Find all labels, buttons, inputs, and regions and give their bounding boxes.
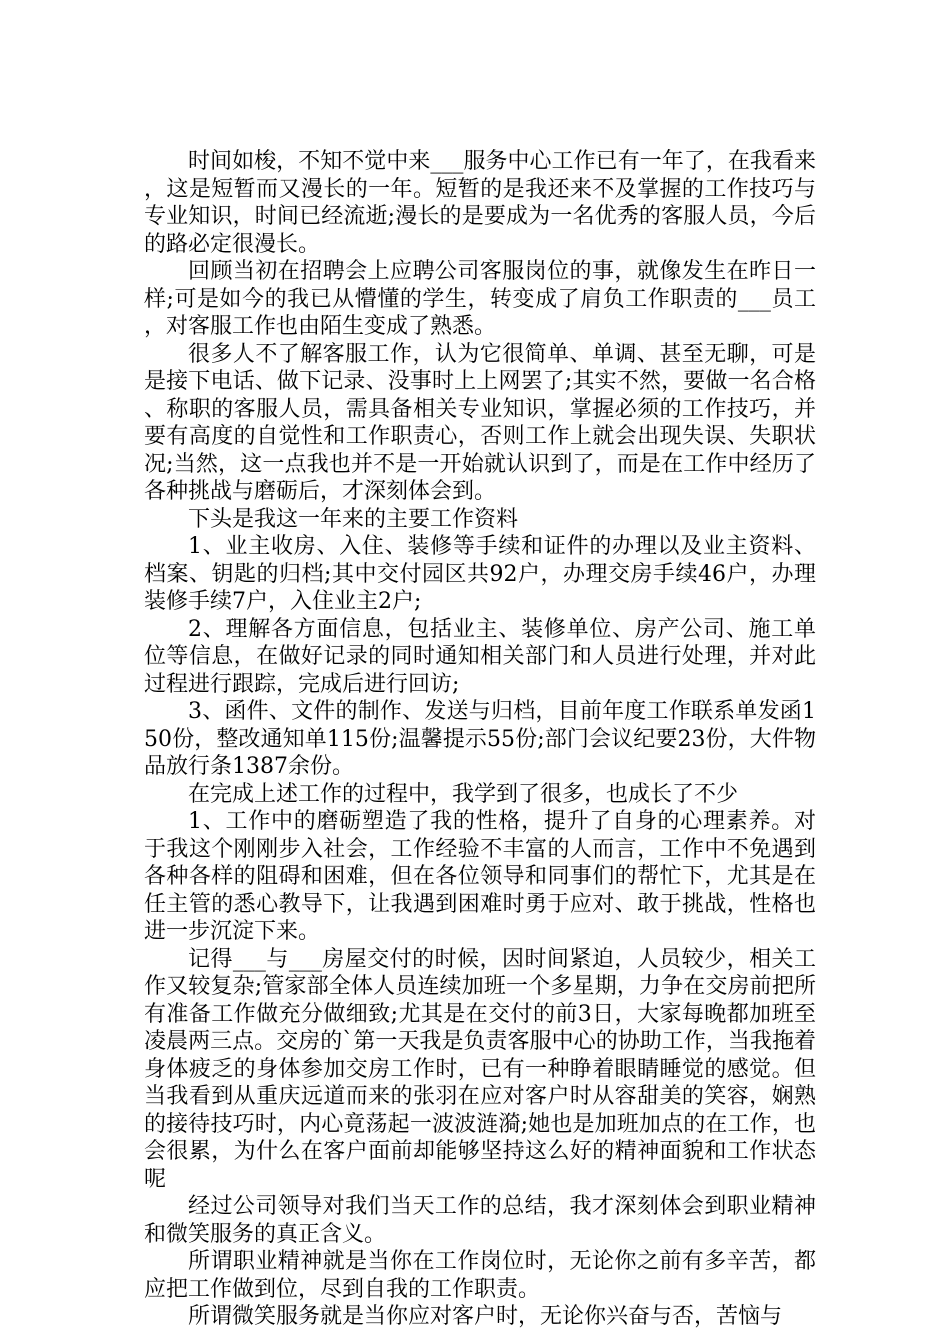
paragraph-memory: 记得___与___房屋交付的时候，因时间紧迫，人员较少，相关工作又较复杂;管家部全体人员连续加班一个多星期，力争在交房前把所有准备工作做充分做细致;尤其是在交付的前3日，大家每晚都加班至凌晨两三点。交房的`第一天我是负责客服中心的协助工作，当我拖着身体疲乏的身体参加交房工作时，已有一种睁着眼睛睡觉的感觉。但当我看到从重庆远道而来的张羽在应对客户时从容甜美的笑容，娴熟的接待技巧时，内心竟荡起一波波涟漪;她也是加班加点的在工作，也会很累，为什么在客户面前却能够坚持这么好的精神面貌和工作状态呢 xyxy=(144,946,816,1192)
paragraph-3: 很多人不了解客服工作，认为它很简单、单调、甚至无聊，可是是接下电话、做下记录、没事时上上网罢了;其实不然，要做一名合格、称职的客服人员，需具备相关专业知识，掌握必须的工作技巧，并要有高度的自觉性和工作职责心，否则工作上就会出现失误、失职状况;当然，这一点我也并不是一开始就认识到了，而是在工作中经历了各种挑战与磨砺后，才深刻体会到。 xyxy=(144,341,816,504)
paragraph-summary: 经过公司领导对我们当天工作的总结，我才深刻体会到职业精神和微笑服务的真正含义。 xyxy=(144,1194,816,1247)
section-heading-work: 下头是我这一年来的主要工作资料 xyxy=(188,506,519,532)
work-item-3: 3、函件、文件的制作、发送与归档，目前年度工作联系单发函150份，整改通知单115份;温馨提示55份;部门会议纪要23份，大件物品放行条1387余份。 xyxy=(144,699,816,779)
paragraph-1: 时间如梭，不知不觉中来___服务中心工作已有一年了，在我看来，这是短暂而又漫长的一年。短暂的是我还来不及掌握的工作技巧与专业知识，时间已经流逝;漫长的是要成为一名优秀的客服人员，今后的路必定很漫长。 xyxy=(144,149,816,257)
document-body xyxy=(144,148,816,1331)
paragraph-2: 回顾当初在招聘会上应聘公司客服岗位的事，就像发生在昨日一样;可是如今的我已从懵懂的学生，转变成了肩负工作职责的___员工，对客服工作也由陌生变成了熟悉。 xyxy=(144,259,816,339)
work-item-1: 1、业主收房、入住、装修等手续和证件的办理以及业主资料、档案、钥匙的归档;其中交付园区共92户，办理交房手续46户，办理装修手续7户，入住业主2户; xyxy=(144,534,816,614)
growth-item-1: 1、工作中的磨砺塑造了我的性格，提升了自身的心理素养。对于我这个刚刚步入社会，工作经验不丰富的人而言，工作中不免遇到各种各样的阻碍和困难，但在各位领导和同事们的帮忙下，尤其是在任主管的悉心教导下，让我遇到困难时勇于应对、敢于挑战，性格也进一步沉淀下来。 xyxy=(144,809,816,944)
section-heading-growth: 在完成上述工作的过程中，我学到了很多，也成长了不少 xyxy=(188,781,739,807)
work-item-2: 2、理解各方面信息，包括业主、装修单位、房产公司、施工单位等信息，在做好记录的同时通知相关部门和人员进行处理，并对此过程进行跟踪，完成后进行回访; xyxy=(144,616,816,697)
paragraph-smile-service: 所谓微笑服务就是当你应对客户时，无论你兴奋与否，苦恼与 xyxy=(188,1304,783,1329)
paragraph-professionalism: 所谓职业精神就是当你在工作岗位时，无论你之前有多辛苦，都应把工作做到位，尽到自我的工作职责。 xyxy=(144,1249,816,1302)
